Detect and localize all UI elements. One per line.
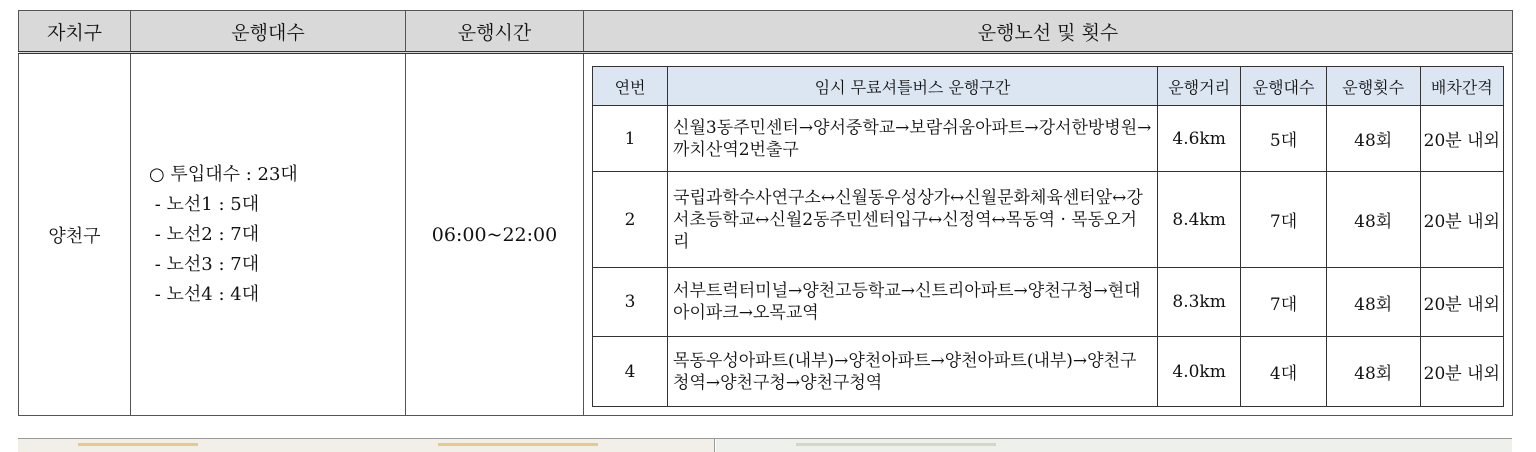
route-interval: 20분 내외 bbox=[1420, 106, 1503, 172]
route-interval: 20분 내외 bbox=[1420, 268, 1503, 337]
route-interval: 20분 내외 bbox=[1420, 337, 1503, 407]
routes-cell bbox=[584, 53, 1513, 416]
col-interval: 배차간격 bbox=[1420, 67, 1503, 106]
route-section: 신월3동주민센터→양서중학교→보람쉬움아파트→강서한방병원→까치산역2번출구 bbox=[668, 106, 1158, 172]
vehicle-line-3: - 노선3 : 7대 bbox=[149, 253, 260, 275]
route-table bbox=[592, 66, 1504, 407]
vehicle-line-4: - 노선4 : 4대 bbox=[149, 283, 260, 305]
route-section: 목동우성아파트(내부)→양천아파트→양천아파트(내부)→양천구청역→양천구청→양천구청역 bbox=[668, 337, 1158, 407]
route-distance: 8.4km bbox=[1157, 172, 1240, 268]
route-vehicles: 7대 bbox=[1241, 268, 1326, 337]
route-no: 4 bbox=[593, 337, 668, 407]
route-no: 3 bbox=[593, 268, 668, 337]
route-section: 국립과학수사연구소↔신월동우성상가↔신월문화체육센터앞↔강서초등학교↔신월2동주민센터입구↔신정역↔목동역 · 목동오거리 bbox=[668, 172, 1158, 268]
operating-hours: 06:00~22:00 bbox=[406, 53, 584, 416]
vehicle-count-cell bbox=[131, 53, 406, 416]
route-distance: 4.0km bbox=[1157, 337, 1240, 407]
col-distance: 운행거리 bbox=[1157, 67, 1240, 106]
header-district: 자치구 bbox=[19, 11, 131, 53]
route-vehicles: 5대 bbox=[1241, 106, 1326, 172]
route-no: 1 bbox=[593, 106, 668, 172]
table-row bbox=[593, 172, 1504, 268]
route-distance: 8.3km bbox=[1157, 268, 1240, 337]
table-row bbox=[593, 337, 1504, 407]
map-road bbox=[78, 443, 198, 446]
route-maps-strip bbox=[18, 438, 1512, 452]
col-vehicles: 운행대수 bbox=[1241, 67, 1326, 106]
route-map-left bbox=[18, 439, 715, 452]
route-header-row bbox=[593, 67, 1504, 106]
route-distance: 4.6km bbox=[1157, 106, 1240, 172]
route-no: 2 bbox=[593, 172, 668, 268]
header-vehicles: 운행대수 bbox=[131, 11, 406, 53]
map-road bbox=[796, 443, 996, 446]
vehicle-total: ○ 투입대수 : 23대 bbox=[149, 163, 298, 185]
route-trips: 48회 bbox=[1326, 268, 1420, 337]
vehicle-line-1: - 노선1 : 5대 bbox=[149, 193, 260, 215]
district-name: 양천구 bbox=[19, 53, 131, 416]
district-row bbox=[19, 53, 1513, 416]
route-interval: 20분 내외 bbox=[1420, 172, 1503, 268]
route-vehicles: 4대 bbox=[1241, 337, 1326, 407]
route-trips: 48회 bbox=[1326, 337, 1420, 407]
col-trips: 운행횟수 bbox=[1326, 67, 1420, 106]
vehicle-line-2: - 노선2 : 7대 bbox=[149, 223, 260, 245]
col-no: 연번 bbox=[593, 67, 668, 106]
route-trips: 48회 bbox=[1326, 106, 1420, 172]
map-road bbox=[438, 443, 598, 446]
table-row bbox=[593, 268, 1504, 337]
route-trips: 48회 bbox=[1326, 172, 1420, 268]
route-map-right bbox=[716, 439, 1512, 452]
route-section: 서부트럭터미널→양천고등학교→신트리아파트→양천구청→현대아이파크→오목교역 bbox=[668, 268, 1158, 337]
shuttle-bus-table bbox=[18, 10, 1513, 416]
header-row bbox=[19, 11, 1513, 53]
header-routes: 운행노선 및 횟수 bbox=[584, 11, 1513, 53]
header-hours: 운행시간 bbox=[406, 11, 584, 53]
route-vehicles: 7대 bbox=[1241, 172, 1326, 268]
col-section: 임시 무료셔틀버스 운행구간 bbox=[668, 67, 1158, 106]
table-row bbox=[593, 106, 1504, 172]
